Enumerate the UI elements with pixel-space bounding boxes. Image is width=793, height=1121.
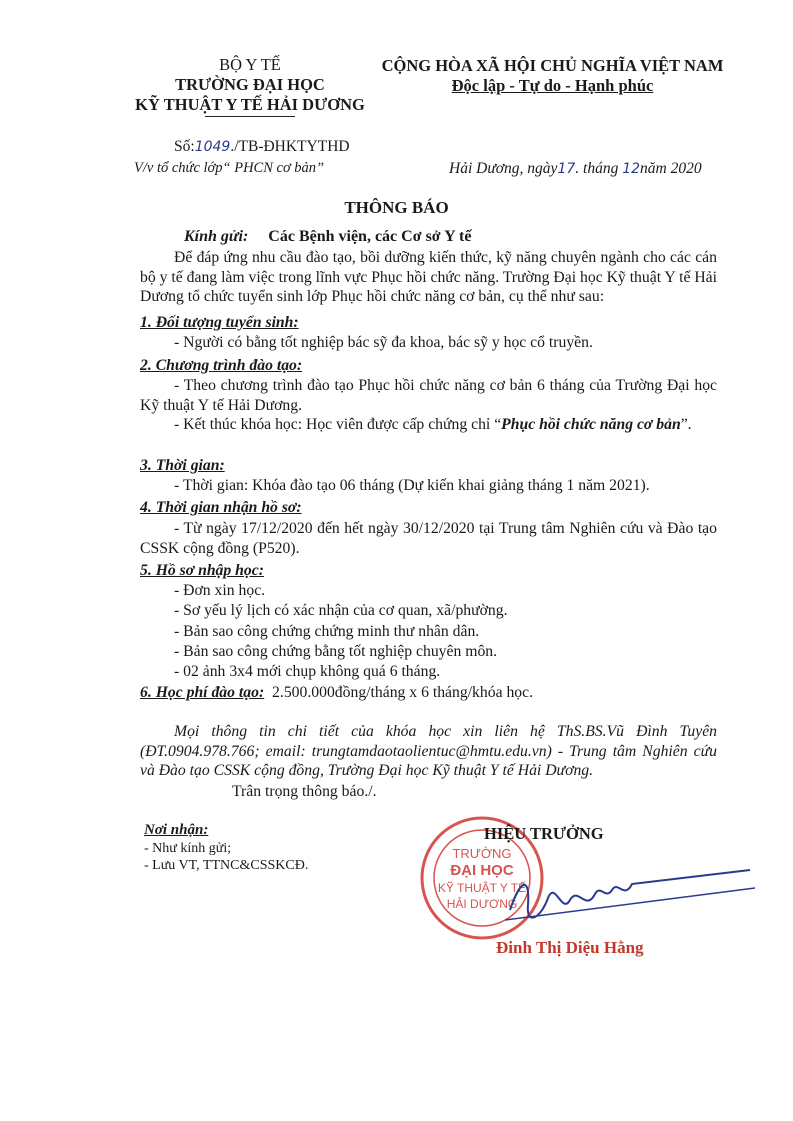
section-3-heading: 3. Thời gian: xyxy=(140,457,225,474)
handwritten-number: 1049 xyxy=(194,139,231,155)
seal-text: TRƯỜNG xyxy=(452,846,512,861)
recipient-line xyxy=(184,228,471,246)
tuition-fee: 2.500.000đồng/tháng x 6 tháng/khóa học. xyxy=(272,684,534,701)
intro-paragraph: Để đáp ứng nhu cầu đào tạo, bồi dưỡng kiến thức, kỹ năng chuyên ngành cho các cán bộ y tế đang làm việc trong lĩnh vực Phục hồi chức năng. Trường Đại học Kỹ thuật Y tế Hải Dương tổ chức tuyển sinh lớp Phục hồi chức năng cơ bản, cụ thể như sau: xyxy=(140,249,717,305)
list-item: - Bản sao công chứng bằng tốt nghiệp chuyên môn. xyxy=(174,643,498,660)
school-name-line1: TRƯỜNG ĐẠI HỌC xyxy=(175,75,325,94)
section-4-item: - Từ ngày 17/12/2020 đến hết ngày 30/12/2020 tại Trung tâm Nghiên cứu và Đào tạo CSSK cộng đồng (P520). xyxy=(140,520,717,557)
ministry-name: BỘ Y TẾ xyxy=(219,55,281,74)
signatory-name: Đinh Thị Diệu Hằng xyxy=(496,938,644,957)
section-1-heading: 1. Đối tượng tuyển sinh: xyxy=(140,314,299,331)
receivers-block xyxy=(144,822,308,875)
section-2-item1: - Theo chương trình đào tạo Phục hồi chức năng cơ bản 6 tháng của Trường Đại học Kỹ thuật Y tế Hải Dương. xyxy=(140,377,717,414)
issuer-block xyxy=(115,55,385,117)
section-2-heading: 2. Chương trình đào tạo: xyxy=(140,357,303,374)
list-item: - Đơn xin học. xyxy=(174,582,266,599)
section-3-item: - Thời gian: Khóa đào tạo 06 tháng (Dự kiến khai giảng tháng 1 năm 2021). xyxy=(174,477,650,494)
section-1-item: - Người có bằng tốt nghiệp bác sỹ đa khoa, bác sỹ y học cổ truyền. xyxy=(174,334,593,351)
recipient-value: Các Bệnh viện, các Cơ sở Y tế xyxy=(268,228,472,245)
contact-paragraph: Mọi thông tin chi tiết của khóa học xin liên hệ ThS.BS.Vũ Đình Tuyên (ĐT.0904.978.766; email: trungtamdaotaolientuc@hmtu.edu.vn) - Trung tâm Nghiên cứu và Đào tạo CSSK cộng đồng, Trường Đại học Kỹ thuật Y tế Hải Dương. xyxy=(140,723,717,779)
list-item: - Bản sao công chứng chứng minh thư nhân dân. xyxy=(174,623,480,640)
section-6-heading: 6. Học phí đào tạo: xyxy=(140,684,265,701)
header-rule-left xyxy=(205,116,295,117)
closing-line: Trân trọng thông báo./. xyxy=(232,783,377,800)
handwritten-month: 12 xyxy=(622,161,641,177)
certificate-name: Phục hồi chức năng cơ bản xyxy=(501,416,681,433)
seal-text: ĐẠI HỌC xyxy=(450,862,514,879)
seal-text: KỸ THUẬT Y TẾ xyxy=(437,881,527,895)
section-4-heading: 4. Thời gian nhận hồ sơ: xyxy=(140,499,302,516)
school-name-line2: KỸ THUẬT Y TẾ HẢI DƯƠNG xyxy=(135,95,365,114)
document-date: Hải Dương, ngày17. tháng 12năm 2020 xyxy=(449,160,702,177)
signatory-title: HIỆU TRƯỞNG xyxy=(484,824,604,843)
section-5-heading: 5. Hồ sơ nhập học: xyxy=(140,562,264,579)
country-name: CỘNG HÒA XÃ HỘI CHỦ NGHĨA VIỆT NAM xyxy=(381,56,724,75)
national-header xyxy=(380,56,725,96)
section-2-item2: - Kết thúc khóa học: Học viên được cấp chứng chỉ “Phục hồi chức năng cơ bản”. xyxy=(174,416,692,433)
section-6 xyxy=(140,684,533,702)
document-subject: V/v tổ chức lớp“ PHCN cơ bản” xyxy=(134,160,325,176)
list-item: - Như kính gửi; xyxy=(144,840,232,856)
document-title: THÔNG BÁO xyxy=(344,198,449,217)
national-motto: Độc lập - Tự do - Hạnh phúc xyxy=(451,76,654,95)
seal-text: HẢI DƯƠNG xyxy=(446,897,518,911)
list-item: - 02 ảnh 3x4 mới chụp không quá 6 tháng. xyxy=(174,663,441,680)
handwritten-day: 17 xyxy=(557,161,576,177)
document-number: Số:1049./TB-ĐHKTYTHD xyxy=(174,138,350,155)
recipient-label: Kính gửi: xyxy=(184,228,249,245)
list-item: - Lưu VT, TTNC&CSSKCĐ. xyxy=(144,858,309,873)
handwritten-signature-icon xyxy=(500,860,760,940)
list-item: - Sơ yếu lý lịch có xác nhận của cơ quan, xã/phường. xyxy=(174,602,508,619)
receivers-heading: Nơi nhận: xyxy=(144,822,209,838)
